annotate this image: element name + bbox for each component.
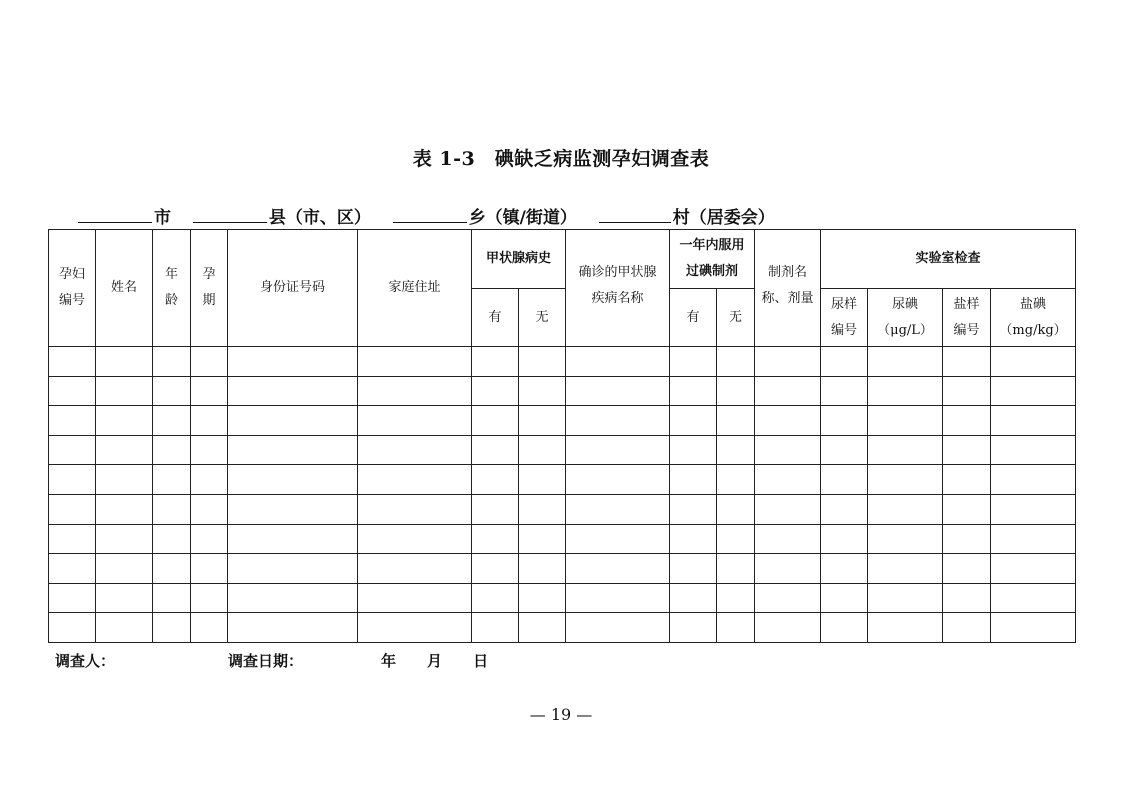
table-cell[interactable] — [519, 435, 566, 465]
table-cell[interactable] — [943, 435, 991, 465]
table-cell[interactable] — [358, 465, 472, 495]
table-cell[interactable] — [991, 465, 1076, 495]
table-cell[interactable] — [943, 583, 991, 613]
table-cell[interactable] — [153, 435, 191, 465]
table-row — [49, 435, 1076, 465]
table-cell[interactable] — [191, 435, 228, 465]
year-label: 年 — [381, 652, 397, 670]
table-cell[interactable] — [670, 376, 717, 406]
table-cell[interactable] — [519, 406, 566, 436]
table-cell[interactable] — [472, 376, 519, 406]
township-blank[interactable] — [393, 206, 467, 223]
table-cell[interactable] — [717, 376, 755, 406]
table-cell[interactable] — [991, 347, 1076, 377]
table-cell[interactable] — [670, 613, 717, 643]
table-cell[interactable] — [153, 583, 191, 613]
table-cell[interactable] — [868, 494, 943, 524]
table-cell[interactable] — [358, 347, 472, 377]
table-cell[interactable] — [228, 524, 358, 554]
table-cell[interactable] — [755, 435, 821, 465]
table-cell[interactable] — [943, 406, 991, 436]
table-row — [49, 554, 1076, 584]
table-cell[interactable] — [191, 347, 228, 377]
table-cell[interactable] — [228, 406, 358, 436]
table-cell[interactable] — [49, 347, 96, 377]
table-cell[interactable] — [49, 583, 96, 613]
table-cell[interactable] — [228, 376, 358, 406]
table-cell[interactable] — [153, 494, 191, 524]
table-cell[interactable] — [755, 465, 821, 495]
table-cell[interactable] — [472, 583, 519, 613]
table-cell[interactable] — [519, 524, 566, 554]
table-cell[interactable] — [991, 406, 1076, 436]
table-cell[interactable] — [717, 406, 755, 436]
table-cell[interactable] — [821, 494, 868, 524]
table-cell[interactable] — [49, 465, 96, 495]
table-cell[interactable] — [96, 406, 153, 436]
header-iodine-no: 无 — [717, 289, 755, 347]
table-cell[interactable] — [670, 435, 717, 465]
table-cell[interactable] — [943, 465, 991, 495]
table-cell[interactable] — [96, 583, 153, 613]
table-cell[interactable] — [821, 465, 868, 495]
investigator-label: 调查人： — [55, 652, 116, 670]
table-cell[interactable] — [670, 583, 717, 613]
page-number: — 19 — — [529, 705, 593, 724]
table-cell[interactable] — [755, 554, 821, 584]
header-diagnosed-disease: 确诊的甲状腺 疾病名称 — [566, 230, 670, 347]
page-title: 表 1-3 碘缺乏病监测孕妇调查表 — [412, 148, 710, 170]
header-pregnancy: 孕 期 — [191, 230, 228, 347]
header-lab-tests: 实验室检查 — [821, 230, 1076, 289]
table-cell[interactable] — [191, 406, 228, 436]
table-cell[interactable] — [96, 524, 153, 554]
table-cell[interactable] — [96, 554, 153, 584]
table-cell[interactable] — [472, 613, 519, 643]
table-cell[interactable] — [717, 347, 755, 377]
table-cell[interactable] — [821, 347, 868, 377]
table-cell[interactable] — [755, 406, 821, 436]
table-cell[interactable] — [191, 554, 228, 584]
table-cell[interactable] — [191, 465, 228, 495]
survey-table — [48, 229, 1076, 643]
table-cell[interactable] — [755, 613, 821, 643]
table-cell[interactable] — [153, 613, 191, 643]
table-cell[interactable] — [228, 494, 358, 524]
table-cell[interactable] — [717, 613, 755, 643]
table-cell[interactable] — [755, 524, 821, 554]
table-cell[interactable] — [49, 524, 96, 554]
city-blank[interactable] — [78, 206, 152, 223]
header-iodine-yes: 有 — [670, 289, 717, 347]
table-cell[interactable] — [991, 376, 1076, 406]
header-agent-dose: 制剂名 称、剂量 — [755, 230, 821, 347]
header-name: 姓名 — [96, 230, 153, 347]
table-cell[interactable] — [519, 376, 566, 406]
table-cell[interactable] — [821, 435, 868, 465]
table-cell[interactable] — [519, 347, 566, 377]
table-row — [49, 494, 1076, 524]
table-cell[interactable] — [868, 376, 943, 406]
table-row — [49, 406, 1076, 436]
table-cell[interactable] — [96, 435, 153, 465]
table-cell[interactable] — [566, 613, 670, 643]
header-salt-iodine: 盐碘 （mg/kg） — [991, 289, 1076, 347]
table-cell[interactable] — [670, 406, 717, 436]
township-label: 乡（镇/街道） — [468, 208, 577, 228]
table-cell[interactable] — [191, 494, 228, 524]
table-cell[interactable] — [717, 554, 755, 584]
table-cell[interactable] — [191, 583, 228, 613]
table-cell[interactable] — [670, 554, 717, 584]
table-cell[interactable] — [670, 524, 717, 554]
location-line — [78, 203, 775, 228]
table-cell[interactable] — [868, 435, 943, 465]
table-cell[interactable] — [717, 524, 755, 554]
table-cell[interactable] — [472, 554, 519, 584]
table-cell[interactable] — [566, 435, 670, 465]
village-blank[interactable] — [599, 206, 671, 223]
table-cell[interactable] — [519, 554, 566, 584]
table-cell[interactable] — [868, 613, 943, 643]
table-cell[interactable] — [755, 583, 821, 613]
table-cell[interactable] — [670, 465, 717, 495]
table-cell[interactable] — [566, 583, 670, 613]
table-cell[interactable] — [868, 583, 943, 613]
table-cell[interactable] — [228, 347, 358, 377]
table-cell[interactable] — [153, 465, 191, 495]
table-cell[interactable] — [868, 465, 943, 495]
table-cell[interactable] — [717, 583, 755, 613]
table-cell[interactable] — [943, 524, 991, 554]
table-cell[interactable] — [153, 554, 191, 584]
table-cell[interactable] — [228, 583, 358, 613]
city-label: 市 — [154, 208, 171, 228]
table-cell[interactable] — [519, 583, 566, 613]
table-cell[interactable] — [49, 613, 96, 643]
table-cell[interactable] — [228, 465, 358, 495]
table-cell[interactable] — [153, 406, 191, 436]
table-cell[interactable] — [228, 613, 358, 643]
signature-line — [55, 650, 488, 671]
table-row — [49, 583, 1076, 613]
table-cell[interactable] — [821, 554, 868, 584]
table-cell[interactable] — [821, 406, 868, 436]
header-thyroid-no: 无 — [519, 289, 566, 347]
header-address: 家庭住址 — [358, 230, 472, 347]
table-cell[interactable] — [228, 554, 358, 584]
table-cell[interactable] — [868, 524, 943, 554]
table-cell[interactable] — [755, 494, 821, 524]
table-cell[interactable] — [358, 613, 472, 643]
table-cell[interactable] — [472, 524, 519, 554]
table-cell[interactable] — [358, 524, 472, 554]
day-label: 日 — [473, 652, 489, 670]
table-cell[interactable] — [566, 524, 670, 554]
table-cell[interactable] — [96, 376, 153, 406]
table-cell[interactable] — [358, 554, 472, 584]
table-cell[interactable] — [472, 494, 519, 524]
header-thyroid-yes: 有 — [472, 289, 519, 347]
table-cell[interactable] — [943, 554, 991, 584]
table-cell[interactable] — [96, 347, 153, 377]
table-cell[interactable] — [153, 347, 191, 377]
table-cell[interactable] — [943, 613, 991, 643]
header-id-card: 身份证号码 — [228, 230, 358, 347]
survey-date-label: 调查日期： — [228, 652, 304, 670]
county-blank[interactable] — [193, 206, 267, 223]
table-cell[interactable] — [191, 524, 228, 554]
table-row — [49, 524, 1076, 554]
table-cell[interactable] — [755, 347, 821, 377]
table-cell[interactable] — [717, 465, 755, 495]
table-cell[interactable] — [96, 613, 153, 643]
header-salt-sample: 盐样 编号 — [943, 289, 991, 347]
table-cell[interactable] — [943, 376, 991, 406]
table-cell[interactable] — [358, 406, 472, 436]
header-urine-sample: 尿样 编号 — [821, 289, 868, 347]
table-cell[interactable] — [191, 613, 228, 643]
header-urine-iodine: 尿碘 （μg/L） — [868, 289, 943, 347]
table-cell[interactable] — [519, 494, 566, 524]
table-row — [49, 376, 1076, 406]
table-cell[interactable] — [519, 465, 566, 495]
table-cell[interactable] — [49, 554, 96, 584]
month-label: 月 — [427, 652, 443, 670]
header-thyroid-history: 甲状腺病史 — [472, 230, 566, 289]
table-cell[interactable] — [472, 347, 519, 377]
table-cell[interactable] — [96, 494, 153, 524]
table-cell[interactable] — [519, 613, 566, 643]
table-cell[interactable] — [821, 524, 868, 554]
table-cell[interactable] — [821, 613, 868, 643]
table-cell[interactable] — [191, 376, 228, 406]
village-label: 村（居委会） — [672, 208, 775, 228]
table-cell[interactable] — [566, 494, 670, 524]
table-cell[interactable] — [670, 347, 717, 377]
table-cell[interactable] — [472, 465, 519, 495]
table-cell[interactable] — [991, 583, 1076, 613]
table-cell[interactable] — [717, 494, 755, 524]
table-cell[interactable] — [358, 494, 472, 524]
table-cell[interactable] — [991, 524, 1076, 554]
table-row — [49, 347, 1076, 377]
table-cell[interactable] — [566, 465, 670, 495]
table-cell[interactable] — [943, 494, 991, 524]
table-cell[interactable] — [566, 554, 670, 584]
table-cell[interactable] — [358, 376, 472, 406]
table-cell[interactable] — [358, 583, 472, 613]
table-cell[interactable] — [943, 347, 991, 377]
table-cell[interactable] — [566, 376, 670, 406]
table-cell[interactable] — [991, 435, 1076, 465]
header-iodine-taken: 一年内服用 过碘制剂 — [670, 230, 755, 289]
table-cell[interactable] — [472, 435, 519, 465]
table-cell[interactable] — [755, 376, 821, 406]
table-cell[interactable] — [821, 376, 868, 406]
table-cell[interactable] — [566, 347, 670, 377]
table-row — [49, 613, 1076, 643]
table-cell[interactable] — [868, 406, 943, 436]
table-cell[interactable] — [153, 376, 191, 406]
table-cell[interactable] — [49, 406, 96, 436]
table-cell[interactable] — [868, 347, 943, 377]
county-label: 县（市、区） — [268, 208, 371, 228]
table-cell[interactable] — [717, 435, 755, 465]
table-cell[interactable] — [49, 494, 96, 524]
table-cell[interactable] — [153, 524, 191, 554]
table-cell[interactable] — [566, 406, 670, 436]
table-body — [49, 347, 1076, 643]
table-cell[interactable] — [670, 494, 717, 524]
table-cell[interactable] — [49, 376, 96, 406]
table-cell[interactable] — [96, 465, 153, 495]
table-cell[interactable] — [868, 554, 943, 584]
table-cell[interactable] — [991, 613, 1076, 643]
header-age: 年 龄 — [153, 230, 191, 347]
table-cell[interactable] — [991, 494, 1076, 524]
header-id: 孕妇 编号 — [49, 230, 96, 347]
table-row — [49, 465, 1076, 495]
table-cell[interactable] — [472, 406, 519, 436]
table-cell[interactable] — [821, 583, 868, 613]
table-cell[interactable] — [991, 554, 1076, 584]
table-cell[interactable] — [358, 435, 472, 465]
table-cell[interactable] — [228, 435, 358, 465]
table-cell[interactable] — [49, 435, 96, 465]
